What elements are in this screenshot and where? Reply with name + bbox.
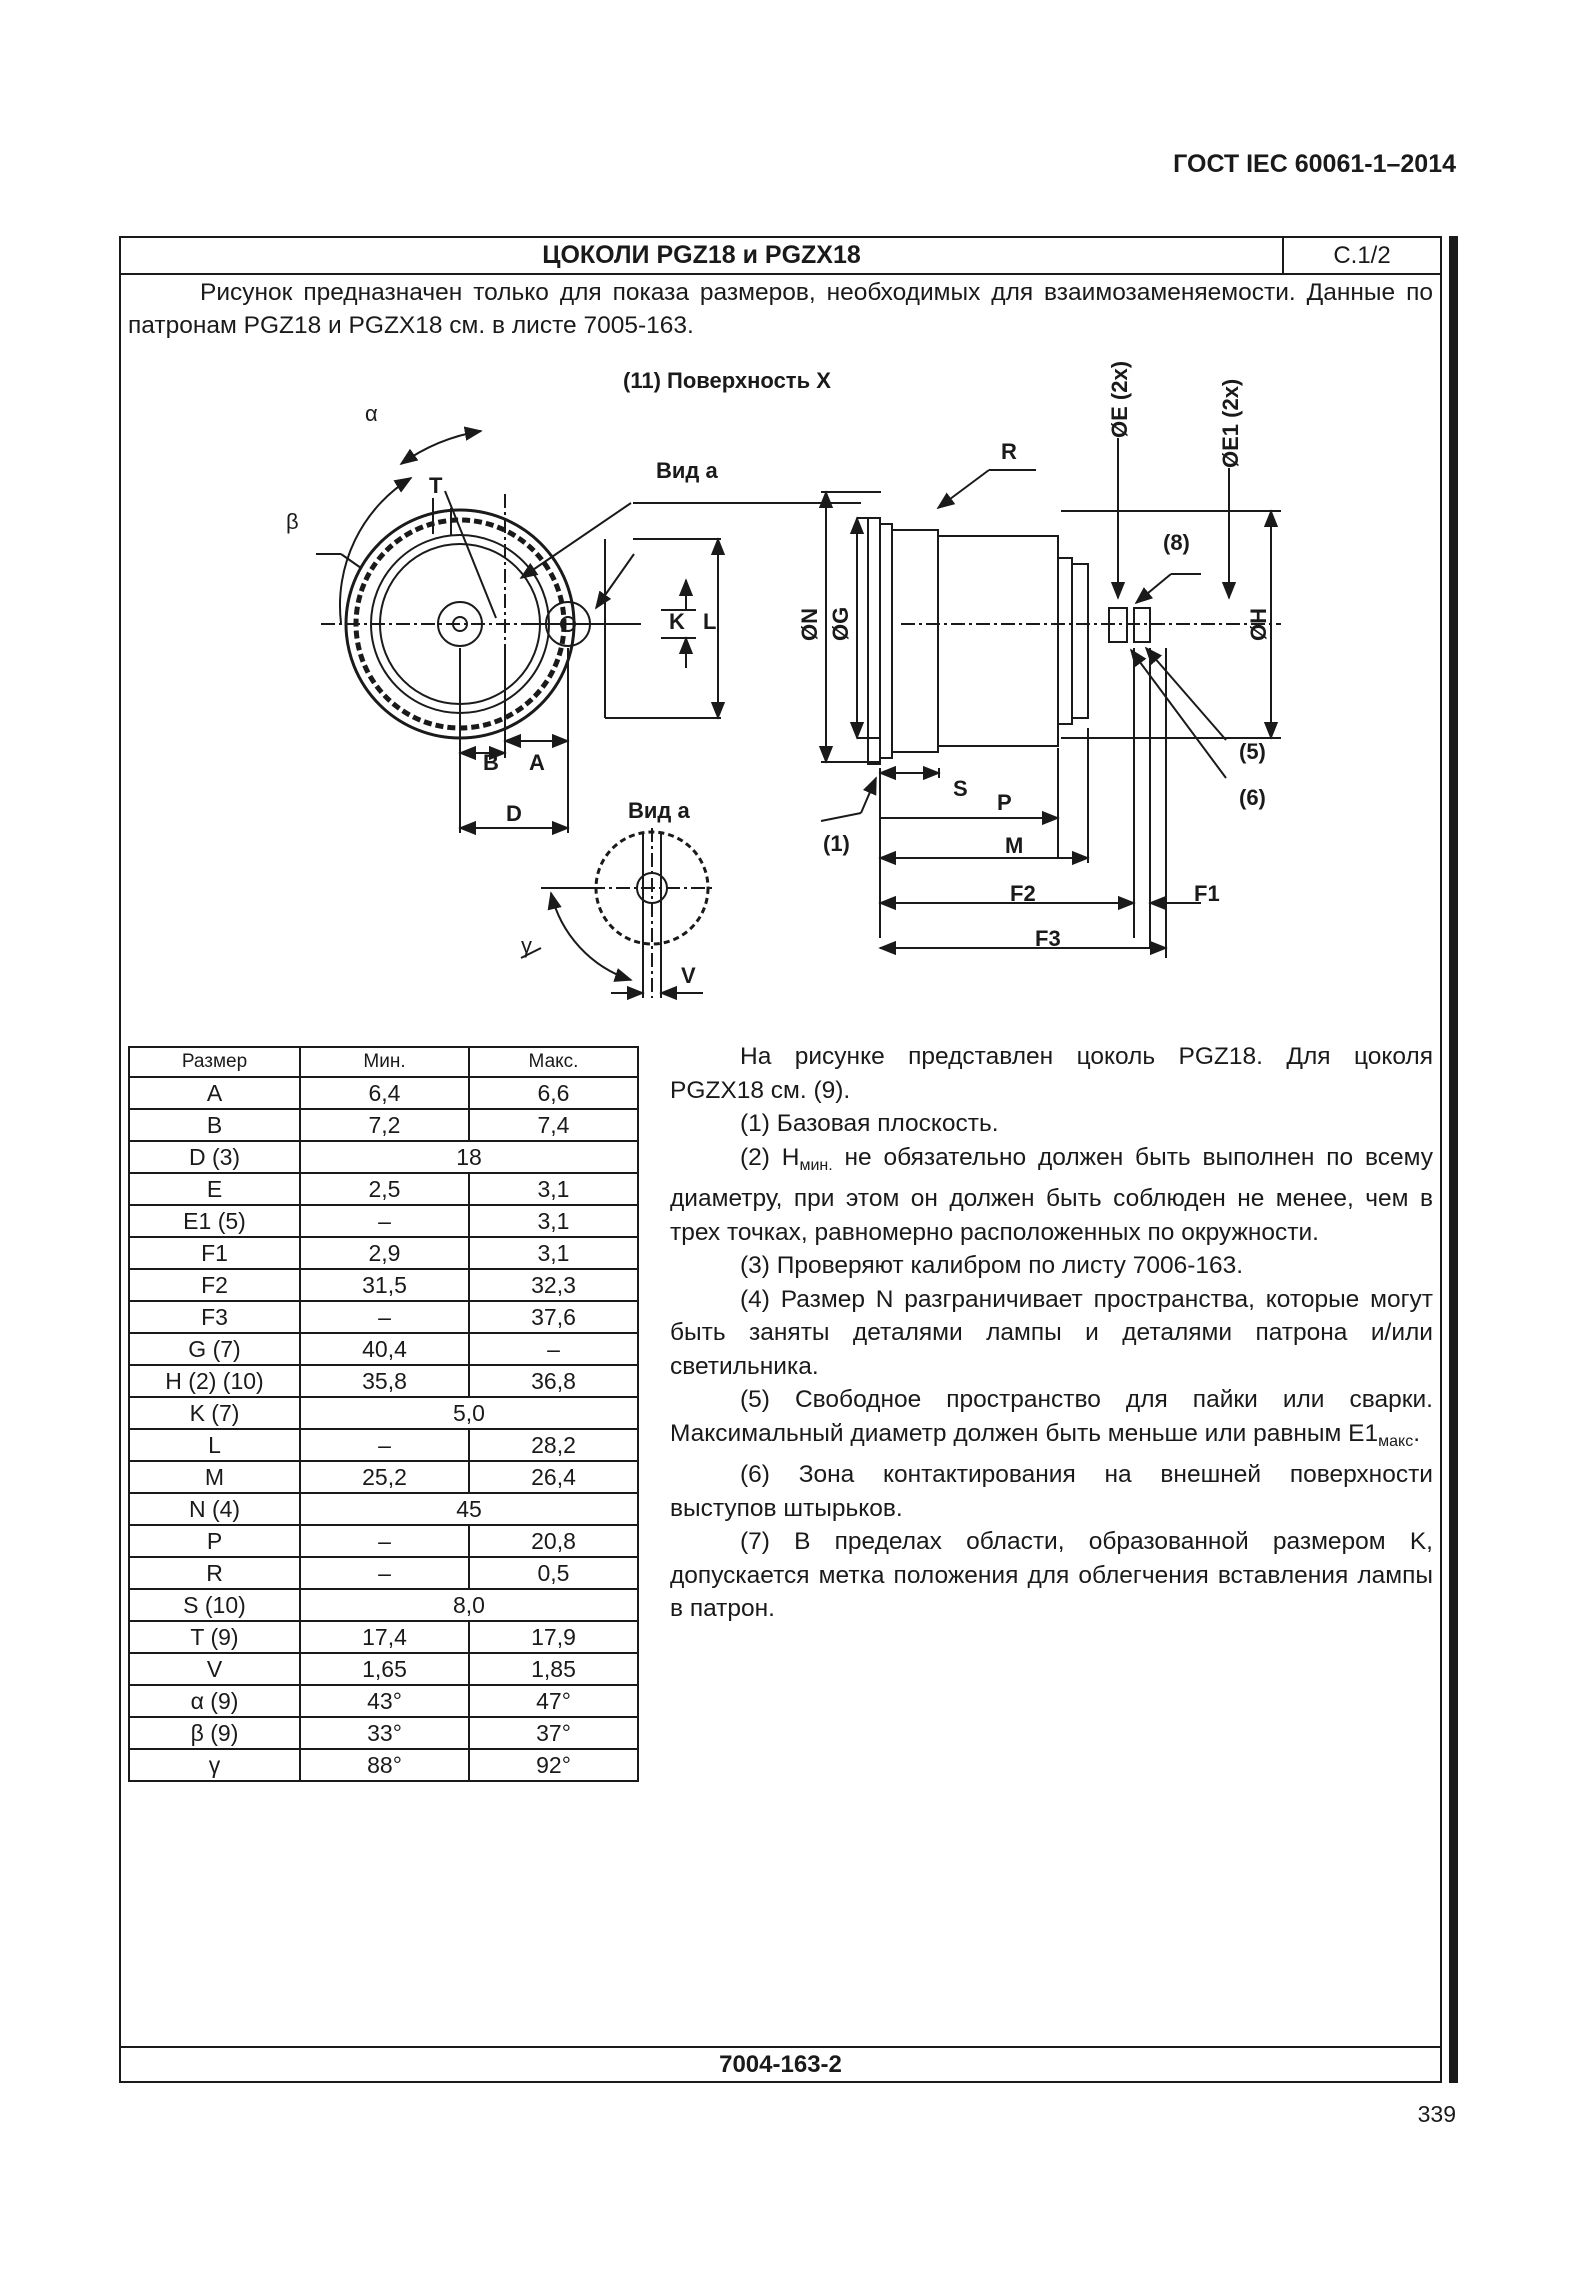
cell-size: P: [129, 1525, 300, 1557]
cell-min: 31,5: [300, 1269, 469, 1301]
cell-min: 40,4: [300, 1333, 469, 1365]
label-a: A: [529, 750, 545, 775]
cell-size: N (4): [129, 1493, 300, 1525]
cell-min: 7,2: [300, 1109, 469, 1141]
cell-size: H (2) (10): [129, 1365, 300, 1397]
cell-max: –: [469, 1333, 638, 1365]
note-5: [670, 1383, 1433, 1458]
label-view-a: Вид а: [656, 458, 718, 483]
note-3: (3) Проверяют калибром по листу 7006-163.: [740, 1252, 1244, 1279]
label-g: ØG: [828, 606, 853, 641]
label-n5: (5): [1239, 739, 1266, 764]
frame-right-bar: [1449, 236, 1458, 2083]
label-view-a-bottom: Вид а: [628, 798, 690, 823]
note-6: (6) Зона контактирования на внешней поверхности выступов штырьков.: [670, 1461, 1433, 1522]
note-7: (7) В пределах области, образованной размером K, допускается метка положения для облегчения вставления лампы в патрон.: [670, 1528, 1433, 1622]
label-beta: β: [286, 509, 299, 534]
cell-max: 47°: [469, 1685, 638, 1717]
cell-min: –: [300, 1525, 469, 1557]
cell-size: S (10): [129, 1589, 300, 1621]
table-row: [129, 1493, 638, 1525]
cell-max: 0,5: [469, 1557, 638, 1589]
cell-min: –: [300, 1557, 469, 1589]
cell-nominal: 8,0: [300, 1589, 638, 1621]
cell-min: 2,5: [300, 1173, 469, 1205]
table-body: [129, 1077, 638, 1781]
cell-min: 2,9: [300, 1237, 469, 1269]
sheet-footer-code: 7004-163-2: [121, 2046, 1440, 2081]
cell-min: 6,4: [300, 1077, 469, 1109]
cell-nominal: 5,0: [300, 1397, 638, 1429]
header-min: Мин.: [300, 1047, 469, 1077]
cell-max: 26,4: [469, 1461, 638, 1493]
cell-size: V: [129, 1653, 300, 1685]
cell-max: 37°: [469, 1717, 638, 1749]
table-row: [129, 1461, 638, 1493]
table-row: [129, 1269, 638, 1301]
label-n1: (1): [823, 831, 850, 856]
technical-drawing: [121, 238, 1440, 1008]
cell-min: 25,2: [300, 1461, 469, 1493]
label-m: M: [1005, 833, 1024, 858]
cell-size: L: [129, 1429, 300, 1461]
table-row: [129, 1429, 638, 1461]
table-row: [129, 1205, 638, 1237]
table-row: [129, 1397, 638, 1429]
table-row: [129, 1749, 638, 1781]
label-gamma: γ: [521, 933, 532, 958]
cell-size: T (9): [129, 1621, 300, 1653]
cell-size: F2: [129, 1269, 300, 1301]
cell-max: 92°: [469, 1749, 638, 1781]
note-5-sub: макс: [1378, 1432, 1414, 1450]
label-h: ØH: [1246, 608, 1271, 641]
cell-min: –: [300, 1429, 469, 1461]
sheet-title: ЦОКОЛИ PGZ18 и PGZX18: [121, 238, 1284, 273]
cell-size: A: [129, 1077, 300, 1109]
label-surface-x: (11) Поверхность X: [623, 368, 831, 393]
cell-size: G (7): [129, 1333, 300, 1365]
label-b: B: [483, 750, 499, 775]
cell-size: K (7): [129, 1397, 300, 1429]
notes-block: [670, 1040, 1433, 1626]
side-view: [821, 438, 1281, 958]
label-d: D: [506, 801, 522, 826]
cell-max: 1,85: [469, 1653, 638, 1685]
cell-min: 17,4: [300, 1621, 469, 1653]
note-intro: На рисунке представлен цоколь PGZ18. Для цоколя PGZX18 см. (9).: [670, 1043, 1433, 1104]
cell-size: R: [129, 1557, 300, 1589]
intro-text: Рисунок предназначен только для показа размеров, необходимых для взаимозаменяемости. Данные по патронам PGZ18 и PGZX18 см. в листе 7005-163.: [128, 279, 1433, 339]
table-row: [129, 1653, 638, 1685]
label-l: L: [703, 609, 717, 634]
document-code: ГОСТ IEC 60061-1–2014: [1173, 150, 1456, 178]
cell-max: 36,8: [469, 1365, 638, 1397]
cell-size: D (3): [129, 1141, 300, 1173]
cell-min: –: [300, 1205, 469, 1237]
cell-max: 17,9: [469, 1621, 638, 1653]
cell-max: 6,6: [469, 1077, 638, 1109]
table-row: [129, 1365, 638, 1397]
note-5-post: .: [1413, 1419, 1421, 1447]
note-2-sub: мин.: [799, 1156, 833, 1174]
cell-size: F1: [129, 1237, 300, 1269]
cell-size: E: [129, 1173, 300, 1205]
cell-size: β (9): [129, 1717, 300, 1749]
cell-size: E1 (5): [129, 1205, 300, 1237]
cell-nominal: 45: [300, 1493, 638, 1525]
table-row: [129, 1141, 638, 1173]
cell-min: 33°: [300, 1717, 469, 1749]
cell-min: –: [300, 1301, 469, 1333]
cell-nominal: 18: [300, 1141, 638, 1173]
note-2: [670, 1141, 1433, 1250]
label-e1: ØE1 (2x): [1218, 378, 1243, 468]
page-number: 339: [1417, 2101, 1456, 2127]
label-k: K: [669, 609, 685, 634]
table-row: [129, 1077, 638, 1109]
cell-max: 28,2: [469, 1429, 638, 1461]
cell-min: 1,65: [300, 1653, 469, 1685]
cell-max: 3,1: [469, 1173, 638, 1205]
note-5-pre: (5) Свободное пространство для пайки или сварки. Максимальный диаметр должен быть меньше или равным E1: [670, 1386, 1433, 1447]
cell-max: 20,8: [469, 1525, 638, 1557]
label-f1: F1: [1194, 881, 1220, 906]
cell-max: 32,3: [469, 1269, 638, 1301]
table-row: [129, 1173, 638, 1205]
label-f2: F2: [1010, 881, 1036, 906]
table-row: [129, 1333, 638, 1365]
label-f3: F3: [1035, 926, 1061, 951]
label-n: ØN: [797, 608, 822, 641]
cell-min: 43°: [300, 1685, 469, 1717]
note-2-post: не обязательно должен быть выполнен по всему диаметру, при этом он должен быть соблюден не менее, чем в трех точках, равномерно расположенных по окружности.: [670, 1143, 1433, 1246]
cell-size: M: [129, 1461, 300, 1493]
dimensions-table: [128, 1046, 639, 1782]
label-v: V: [681, 963, 696, 988]
front-view: [316, 431, 861, 833]
label-t: T: [429, 473, 443, 498]
table-row: [129, 1589, 638, 1621]
sheet-frame: [119, 236, 1442, 2083]
table-row: [129, 1237, 638, 1269]
sheet-number: С.1/2: [1333, 242, 1391, 269]
cell-min: 35,8: [300, 1365, 469, 1397]
label-r: R: [1001, 439, 1017, 464]
cell-min: 88°: [300, 1749, 469, 1781]
table-row: [129, 1685, 638, 1717]
table-row: [129, 1557, 638, 1589]
cell-size: B: [129, 1109, 300, 1141]
cell-size: F3: [129, 1301, 300, 1333]
cell-max: 3,1: [469, 1237, 638, 1269]
label-e: ØE (2x): [1107, 360, 1132, 438]
table-row: [129, 1301, 638, 1333]
table-row: [129, 1621, 638, 1653]
cell-size: α (9): [129, 1685, 300, 1717]
cell-size: γ: [129, 1749, 300, 1781]
label-s: S: [953, 776, 968, 801]
table-row: [129, 1109, 638, 1141]
table-row: [129, 1525, 638, 1557]
cell-max: 7,4: [469, 1109, 638, 1141]
cell-max: 37,6: [469, 1301, 638, 1333]
figure-labels: [286, 361, 1271, 988]
note-4: (4) Размер N разграничивает пространства, которые могут быть заняты деталями лампы и деталями патрона и/или светильника.: [670, 1285, 1433, 1380]
cell-max: 3,1: [469, 1205, 638, 1237]
table-row: [129, 1717, 638, 1749]
note-2-pre: (2) H: [740, 1143, 800, 1171]
label-p: P: [997, 790, 1012, 815]
header-size: Размер: [129, 1047, 300, 1077]
header-max: Макс.: [469, 1047, 638, 1077]
label-n6: (6): [1239, 785, 1266, 810]
table-header-row: [129, 1047, 638, 1077]
label-alpha: α: [365, 401, 378, 426]
label-n8: (8): [1163, 530, 1190, 555]
note-1: (1) Базовая плоскость.: [740, 1110, 999, 1137]
